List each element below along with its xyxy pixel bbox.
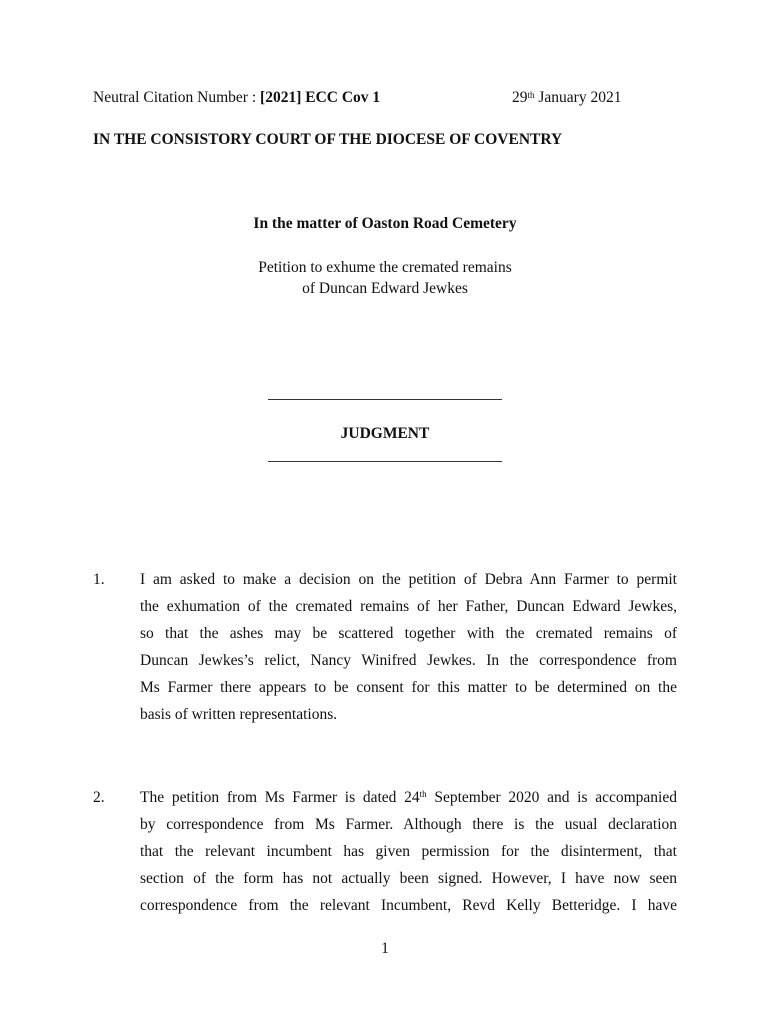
paragraph-line: basis of written representations.: [140, 706, 338, 723]
paragraph-line: the exhumation of the cremated remains of her Father, Duncan Edward Jewkes,: [140, 598, 677, 615]
paragraph-line: that the relevant incumbent has given permission for the disinterment, that: [140, 843, 677, 860]
judgment-date: [512, 88, 621, 108]
paragraph-line: by correspondence from Ms Farmer. Although there is the usual declaration: [140, 816, 677, 833]
paragraph-line: I am asked to make a decision on the petition of Debra Ann Farmer to permit: [140, 571, 677, 588]
matter-title: In the matter of Oaston Road Cemetery: [253, 215, 517, 232]
paragraph-number: 1.: [93, 571, 105, 588]
paragraph-line: section of the form has not actually been signed. However, I have now seen: [140, 870, 677, 887]
citation-label: Neutral Citation Number :: [93, 89, 261, 106]
court-heading: IN THE CONSISTORY COURT OF THE DIOCESE OF COVENTRY: [93, 131, 563, 148]
divider-bottom: [268, 461, 502, 462]
date-month-year: January 2021: [534, 89, 622, 106]
paragraph-text: [140, 566, 677, 728]
paragraph-line: Ms Farmer there appears to be consent for this matter to be determined on the: [140, 679, 677, 696]
judgment-heading: JUDGMENT: [340, 425, 430, 442]
citation-line: [93, 88, 653, 108]
petition-description-line-2: of Duncan Edward Jewkes: [302, 280, 468, 297]
date-ordinal-suffix: th: [527, 90, 535, 100]
petition-description-line-1: Petition to exhume the cremated remains: [258, 259, 512, 276]
petition-date-continuation: September 2020 and is accompanied: [426, 789, 677, 806]
divider-top: [268, 399, 502, 400]
petition-date-text: The petition from Ms Farmer is dated 24: [140, 789, 420, 806]
date-day: 29: [512, 89, 528, 106]
citation-number: [2021] ECC Cov 1: [260, 89, 381, 106]
paragraph-number: 2.: [93, 789, 105, 806]
paragraph-text: [140, 784, 677, 919]
paragraph-line: so that the ashes may be scattered together with the cremated remains of: [140, 625, 677, 642]
paragraph-line: correspondence from the relevant Incumbent, Revd Kelly Betteridge. I have: [140, 897, 677, 914]
paragraph-line: Duncan Jewkes’s relict, Nancy Winifred Jewkes. In the correspondence from: [140, 652, 677, 669]
page-number: 1: [381, 940, 389, 957]
paragraph-line: [140, 784, 677, 811]
petition-date-ordinal-suffix: th: [419, 789, 427, 799]
